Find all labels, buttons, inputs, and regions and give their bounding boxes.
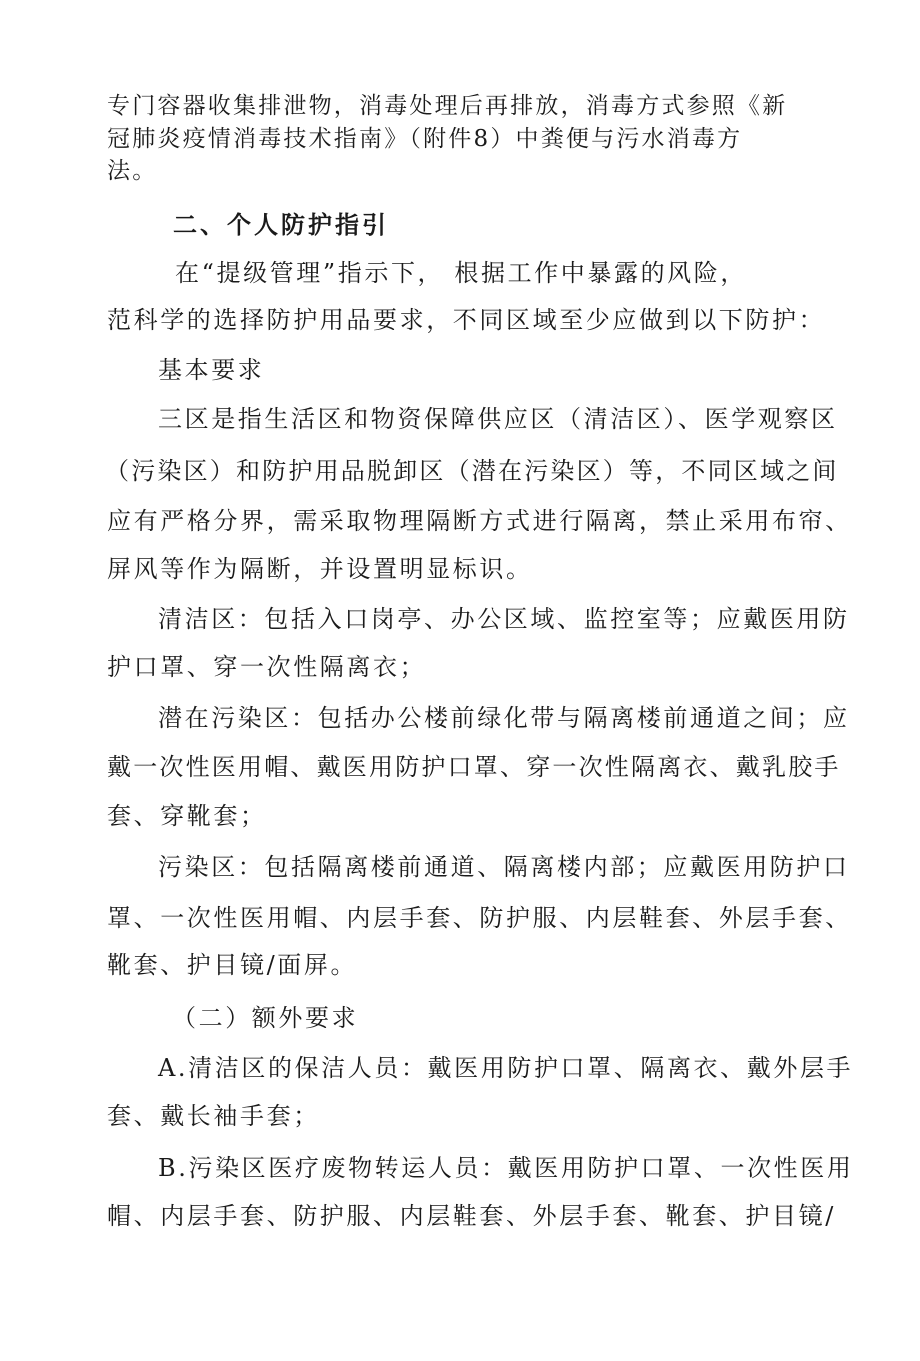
paragraph-line: 护口罩、穿一次性隔离衣； bbox=[107, 653, 427, 681]
paragraph-line: 帽、内层手套、防护服、内层鞋套、外层手套、靴套、护目镜/ bbox=[107, 1202, 836, 1230]
paragraph-line: 戴一次性医用帽、戴医用防护口罩、穿一次性隔离衣、戴乳胶手 bbox=[107, 753, 841, 781]
paragraph-line: 污染区：包括隔离楼前通道、隔离楼内部；应戴医用防护口 bbox=[158, 853, 850, 881]
paragraph-line: 套、戴长袖手套； bbox=[107, 1102, 320, 1130]
paragraph-line: 潜在污染区：包括办公楼前绿化带与隔离楼前通道之间；应 bbox=[158, 704, 850, 732]
paragraph-line: B.污染区医疗废物转运人员：戴医用防护口罩、一次性医用 bbox=[158, 1154, 854, 1182]
paragraph-line: 三区是指生活区和物资保障供应区（清洁区）、医学观察区 bbox=[158, 405, 838, 433]
paragraph-line: 冠肺炎疫情消毒技术指南》（附件8）中粪便与污水消毒方 bbox=[107, 126, 743, 152]
section-heading: 二、个人防护指引 bbox=[173, 211, 389, 239]
paragraph-line: 靴套、护目镜/面屏。 bbox=[107, 951, 358, 979]
paragraph-line: 专门容器收集排泄物，消毒处理后再排放，消毒方式参照《新 bbox=[107, 93, 788, 119]
paragraph-line: 法。 bbox=[107, 158, 158, 184]
paragraph-line: 在“提级管理”指示下， 根据工作中暴露的风险， bbox=[175, 259, 747, 287]
subsection-heading: 基本要求 bbox=[158, 356, 265, 384]
subsection-heading: （二）额外要求 bbox=[172, 1004, 359, 1032]
paragraph-line: 应有严格分界，需采取物理隔断方式进行隔离，禁止采用布帘、 bbox=[107, 507, 852, 535]
paragraph-line: 罩、一次性医用帽、内层手套、防护服、内层鞋套、外层手套、 bbox=[107, 904, 852, 932]
paragraph-line: 清洁区：包括入口岗亭、办公区域、监控室等；应戴医用防 bbox=[158, 605, 850, 633]
paragraph-line: 范科学的选择防护用品要求，不同区域至少应做到以下防护： bbox=[107, 306, 826, 334]
paragraph-line: （污染区）和防护用品脱卸区（潜在污染区）等，不同区域之间 bbox=[105, 457, 839, 485]
paragraph-line: 屏风等作为隔断，并设置明显标识。 bbox=[107, 555, 533, 583]
paragraph-line: 套、穿靴套； bbox=[107, 802, 267, 830]
paragraph-line: A.清洁区的保洁人员：戴医用防护口罩、隔离衣、戴外层手 bbox=[158, 1054, 854, 1082]
